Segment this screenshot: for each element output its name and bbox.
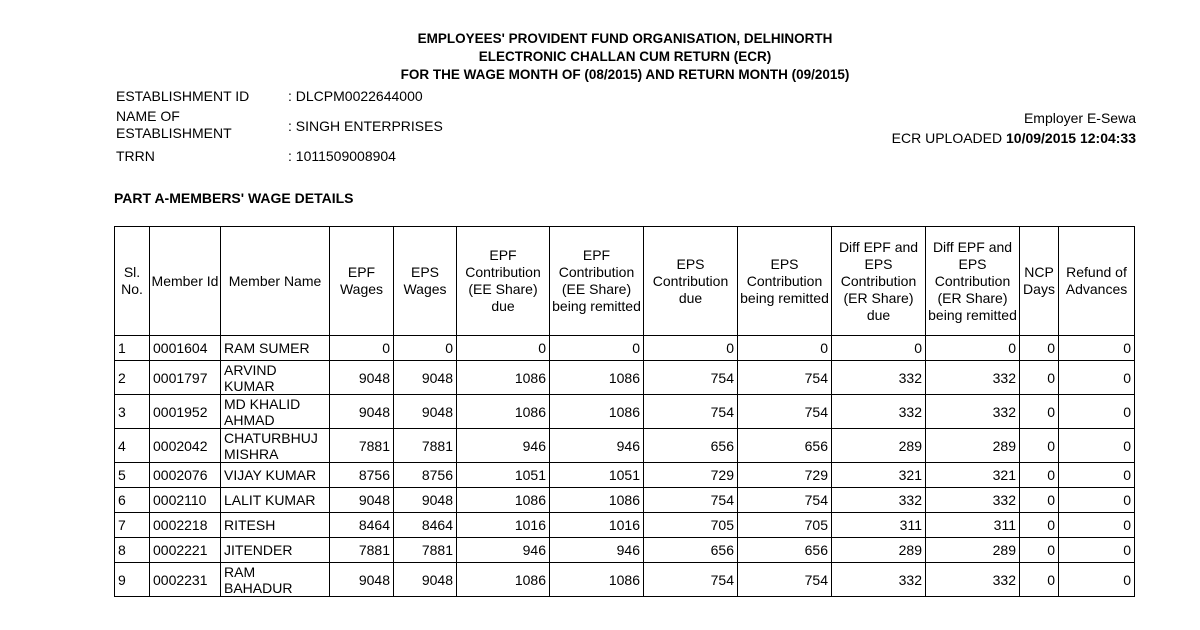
column-header: EPF Contribution (EE Share) being remitted [550, 227, 644, 336]
table-cell: 0 [1020, 463, 1059, 488]
table-cell: 0 [1020, 538, 1059, 563]
table-cell: 8756 [394, 463, 457, 488]
table-row [115, 429, 1135, 463]
table-cell: 332 [832, 563, 926, 597]
column-header: Member Name [221, 227, 330, 336]
table-cell: 332 [926, 361, 1020, 395]
column-header: EPS Contribution being remitted [738, 227, 832, 336]
table-cell: 1086 [457, 361, 550, 395]
table-cell: 332 [926, 395, 1020, 429]
establishment-id-label: ESTABLISHMENT ID [116, 88, 250, 104]
ecr-uploaded [892, 128, 1136, 148]
column-header: EPS Wages [394, 227, 457, 336]
table-cell: 9048 [330, 488, 394, 513]
column-header: Sl. No. [115, 227, 150, 336]
table-cell: 656 [738, 538, 832, 563]
table-cell: 1016 [550, 513, 644, 538]
table-cell: 0 [394, 336, 457, 361]
table-cell: 946 [550, 538, 644, 563]
table-cell: 0001952 [150, 395, 221, 429]
table-cell: 0 [1059, 513, 1135, 538]
table-cell: 1086 [550, 395, 644, 429]
section-title: PART A-MEMBERS' WAGE DETAILS [114, 190, 354, 206]
members-wage-table [114, 226, 1135, 597]
table-cell: 0001797 [150, 361, 221, 395]
table-cell: 0 [1059, 395, 1135, 429]
column-header: EPS Contribution due [644, 227, 738, 336]
table-cell: 0 [330, 336, 394, 361]
table-cell: 1086 [550, 488, 644, 513]
column-header: Member Id [150, 227, 221, 336]
table-cell: 321 [832, 463, 926, 488]
table-cell: 289 [926, 429, 1020, 463]
table-cell: 7881 [330, 538, 394, 563]
table-cell: CHATURBHUJ MISHRA [221, 429, 330, 463]
table-cell: 9 [115, 563, 150, 597]
table-cell: 0 [1059, 563, 1135, 597]
table-cell: 9048 [394, 361, 457, 395]
table-cell: 0001604 [150, 336, 221, 361]
table-cell: 9048 [394, 395, 457, 429]
table-cell: 0 [1059, 361, 1135, 395]
table-cell: 332 [926, 563, 1020, 597]
table-cell: 754 [644, 488, 738, 513]
table-cell: 754 [738, 361, 832, 395]
table-cell: 4 [115, 429, 150, 463]
table-cell: 0002231 [150, 563, 221, 597]
table-cell: 656 [644, 429, 738, 463]
table-cell: 754 [644, 361, 738, 395]
table-cell: 1086 [457, 488, 550, 513]
table-cell: LALIT KUMAR [221, 488, 330, 513]
establishment-id-value: : DLCPM0022644000 [288, 88, 423, 104]
table-cell: 0002218 [150, 513, 221, 538]
table-cell: 0 [1020, 488, 1059, 513]
table-cell: 1086 [457, 563, 550, 597]
table-cell: 0 [926, 336, 1020, 361]
column-header: NCP Days [1020, 227, 1059, 336]
table-cell: 0 [1020, 361, 1059, 395]
table-cell: 9048 [394, 563, 457, 597]
table-cell: 1016 [457, 513, 550, 538]
table-cell: ARVIND KUMAR [221, 361, 330, 395]
table-cell: 729 [644, 463, 738, 488]
table-cell: 1086 [550, 563, 644, 597]
table-cell: 705 [738, 513, 832, 538]
table-cell: 311 [926, 513, 1020, 538]
table-cell: 656 [738, 429, 832, 463]
table-cell: 0 [1059, 429, 1135, 463]
table-cell: 332 [832, 361, 926, 395]
employer-info [892, 108, 1136, 148]
table-cell: 0 [550, 336, 644, 361]
table-row [115, 488, 1135, 513]
table-cell: 0 [1059, 336, 1135, 361]
table-cell: 0002076 [150, 463, 221, 488]
table-cell: 7881 [394, 538, 457, 563]
table-cell: 0 [1059, 463, 1135, 488]
table-cell: 1 [115, 336, 150, 361]
table-cell: 1051 [550, 463, 644, 488]
header-line-organisation: EMPLOYEES' PROVIDENT FUND ORGANISATION, DELHINORTH [417, 31, 833, 46]
table-cell: 289 [926, 538, 1020, 563]
table-cell: 9048 [330, 395, 394, 429]
table-cell: 656 [644, 538, 738, 563]
table-cell: 0 [1020, 429, 1059, 463]
table-cell: VIJAY KUMAR [221, 463, 330, 488]
table-cell: 311 [832, 513, 926, 538]
table-cell: 8756 [330, 463, 394, 488]
table-cell: 729 [738, 463, 832, 488]
table-cell: 0 [1020, 336, 1059, 361]
table-cell: 8464 [394, 513, 457, 538]
table-cell: 0 [1059, 488, 1135, 513]
column-header: EPF Contribution (EE Share) due [457, 227, 550, 336]
table-row [115, 563, 1135, 597]
table-cell: 7 [115, 513, 150, 538]
table-cell: 754 [738, 563, 832, 597]
table-cell: 9048 [330, 563, 394, 597]
trrn-value: : 1011509008904 [288, 148, 396, 164]
table-cell: 7881 [394, 429, 457, 463]
establishment-name-value: : SINGH ENTERPRISES [288, 118, 443, 134]
table-cell: 9048 [394, 488, 457, 513]
table-body [115, 336, 1135, 597]
table-cell: RAM SUMER [221, 336, 330, 361]
ecr-uploaded-label: ECR UPLOADED [891, 130, 1003, 146]
table-cell: 332 [832, 395, 926, 429]
table-cell: 9048 [330, 361, 394, 395]
table-cell: 0 [1020, 513, 1059, 538]
establishment-name-label: NAME OF ESTABLISHMENT [116, 108, 232, 141]
table-row [115, 463, 1135, 488]
table-cell: MD KHALID AHMAD [221, 395, 330, 429]
trrn-label: TRRN [116, 148, 155, 164]
table-cell: 1086 [457, 395, 550, 429]
table-cell: 705 [644, 513, 738, 538]
table-cell: RITESH [221, 513, 330, 538]
table-cell: 946 [457, 538, 550, 563]
header-line-wage-month: FOR THE WAGE MONTH OF (08/2015) AND RETURN MONTH (09/2015) [400, 67, 850, 82]
table-cell: 2 [115, 361, 150, 395]
table-cell: 6 [115, 488, 150, 513]
column-header: Diff EPF and EPS Contribution (ER Share) due [832, 227, 926, 336]
employer-sewa: Employer E-Sewa [1023, 110, 1136, 126]
table-cell: 0 [832, 336, 926, 361]
table-row [115, 513, 1135, 538]
table-cell: 3 [115, 395, 150, 429]
table-cell: 946 [550, 429, 644, 463]
table-cell: 7881 [330, 429, 394, 463]
table-cell: 0002221 [150, 538, 221, 563]
table-cell: 332 [832, 488, 926, 513]
table-cell: 0 [1020, 563, 1059, 597]
table-cell: JITENDER [221, 538, 330, 563]
table-cell: 289 [832, 538, 926, 563]
table-cell: 0 [738, 336, 832, 361]
column-header: Diff EPF and EPS Contribution (ER Share) being remitted [926, 227, 1020, 336]
document-header [330, 30, 920, 84]
table-cell: 321 [926, 463, 1020, 488]
table-cell: 1086 [550, 361, 644, 395]
table-row [115, 361, 1135, 395]
table-cell: 0 [1020, 395, 1059, 429]
table-cell: 0002042 [150, 429, 221, 463]
table-cell: 5 [115, 463, 150, 488]
table-cell: 946 [457, 429, 550, 463]
column-header: Refund of Advances [1059, 227, 1135, 336]
table-row [115, 395, 1135, 429]
table-cell: 754 [644, 395, 738, 429]
table-cell: 754 [738, 395, 832, 429]
table-cell: 0 [1059, 538, 1135, 563]
table-cell: 332 [926, 488, 1020, 513]
table-cell: 0 [644, 336, 738, 361]
column-header: EPF Wages [330, 227, 394, 336]
table-cell: RAM BAHADUR [221, 563, 330, 597]
header-line-ecr: ELECTRONIC CHALLAN CUM RETURN (ECR) [478, 49, 772, 64]
table-row [115, 538, 1135, 563]
table-cell: 0002110 [150, 488, 221, 513]
table-cell: 0 [457, 336, 550, 361]
table-cell: 8464 [330, 513, 394, 538]
table-cell: 754 [738, 488, 832, 513]
table-row [115, 336, 1135, 361]
table-cell: 289 [832, 429, 926, 463]
table-header-row [115, 227, 1135, 336]
table-cell: 754 [644, 563, 738, 597]
table-cell: 8 [115, 538, 150, 563]
ecr-uploaded-value: 10/09/2015 12:04:33 [1006, 130, 1136, 146]
table-cell: 1051 [457, 463, 550, 488]
